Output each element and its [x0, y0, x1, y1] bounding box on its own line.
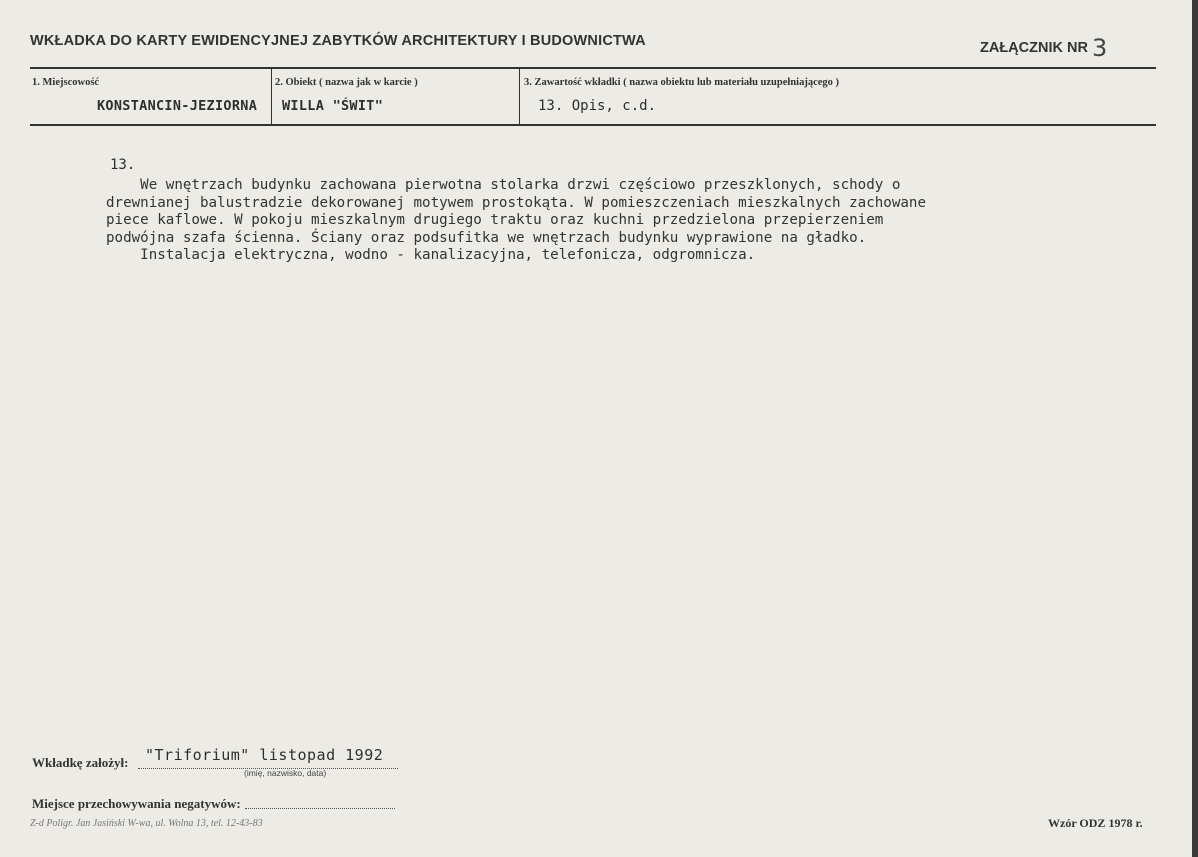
document-title: WKŁADKA DO KARTY EWIDENCYJNEJ ZABYTKÓW ARCHITEKTURY I BUDOWNICTWA — [30, 33, 646, 49]
printer-imprint: Z-d Poligr. Jan Jasiński W-wa, ul. Wolna 13, tel. 12-43-83 — [30, 818, 263, 829]
description-text: We wnętrzach budynku zachowana pierwotna stolarka drzwi częściowo przeszklonych, schody o drewnianej balustradzie dekorowanej motywem prostokąta. W pomieszczeniach mieszkalnych zachowane piece kaflowe. W pokoju mieszkalnym drugiego traktu oraz kuchni przedzielona przepierzeniem podwójna szafa ścienna. Ściany oraz podsufitka we wnętrzach budynku wyprawione na gładko. Instalacja elektryczna, wodno - kanalizacyjna, telefonicza, odgromnicza. — [106, 177, 926, 263]
negatives-dotted-line — [245, 807, 395, 809]
field-divider-1 — [271, 69, 272, 124]
annex-number: 3 — [1091, 34, 1108, 62]
annex-label-text: ZAŁĄCZNIK NR — [980, 40, 1088, 56]
object-label: 2. Obiekt ( nazwa jak w karcie ) — [275, 77, 418, 88]
content-value: 13. Opis, c.d. — [538, 98, 657, 114]
author-caption: (imię, nazwisko, data) — [244, 768, 327, 778]
content-label: 3. Zawartość wkładki ( nazwa obiektu lub materiału uzupełniającego ) — [524, 77, 840, 88]
locality-value: KONSTANCIN-JEZIORNA — [97, 98, 258, 114]
negatives-label: Miejsce przechowywania negatywów: — [32, 796, 241, 811]
locality-label: 1. Miejscowość — [32, 77, 100, 88]
field-divider-2 — [519, 69, 520, 124]
author-label: Wkładkę założył: — [32, 755, 129, 770]
scan-edge — [1192, 0, 1198, 857]
object-value: WILLA "ŚWIT" — [282, 98, 384, 114]
section-number: 13. — [110, 157, 136, 173]
form-code: Wzór ODZ 1978 r. — [1048, 816, 1143, 830]
annex-label — [980, 30, 1108, 62]
header-bottom-rule — [30, 124, 1156, 126]
header-top-rule — [30, 67, 1156, 69]
author-value: "Triforium" listopad 1992 — [145, 746, 384, 764]
